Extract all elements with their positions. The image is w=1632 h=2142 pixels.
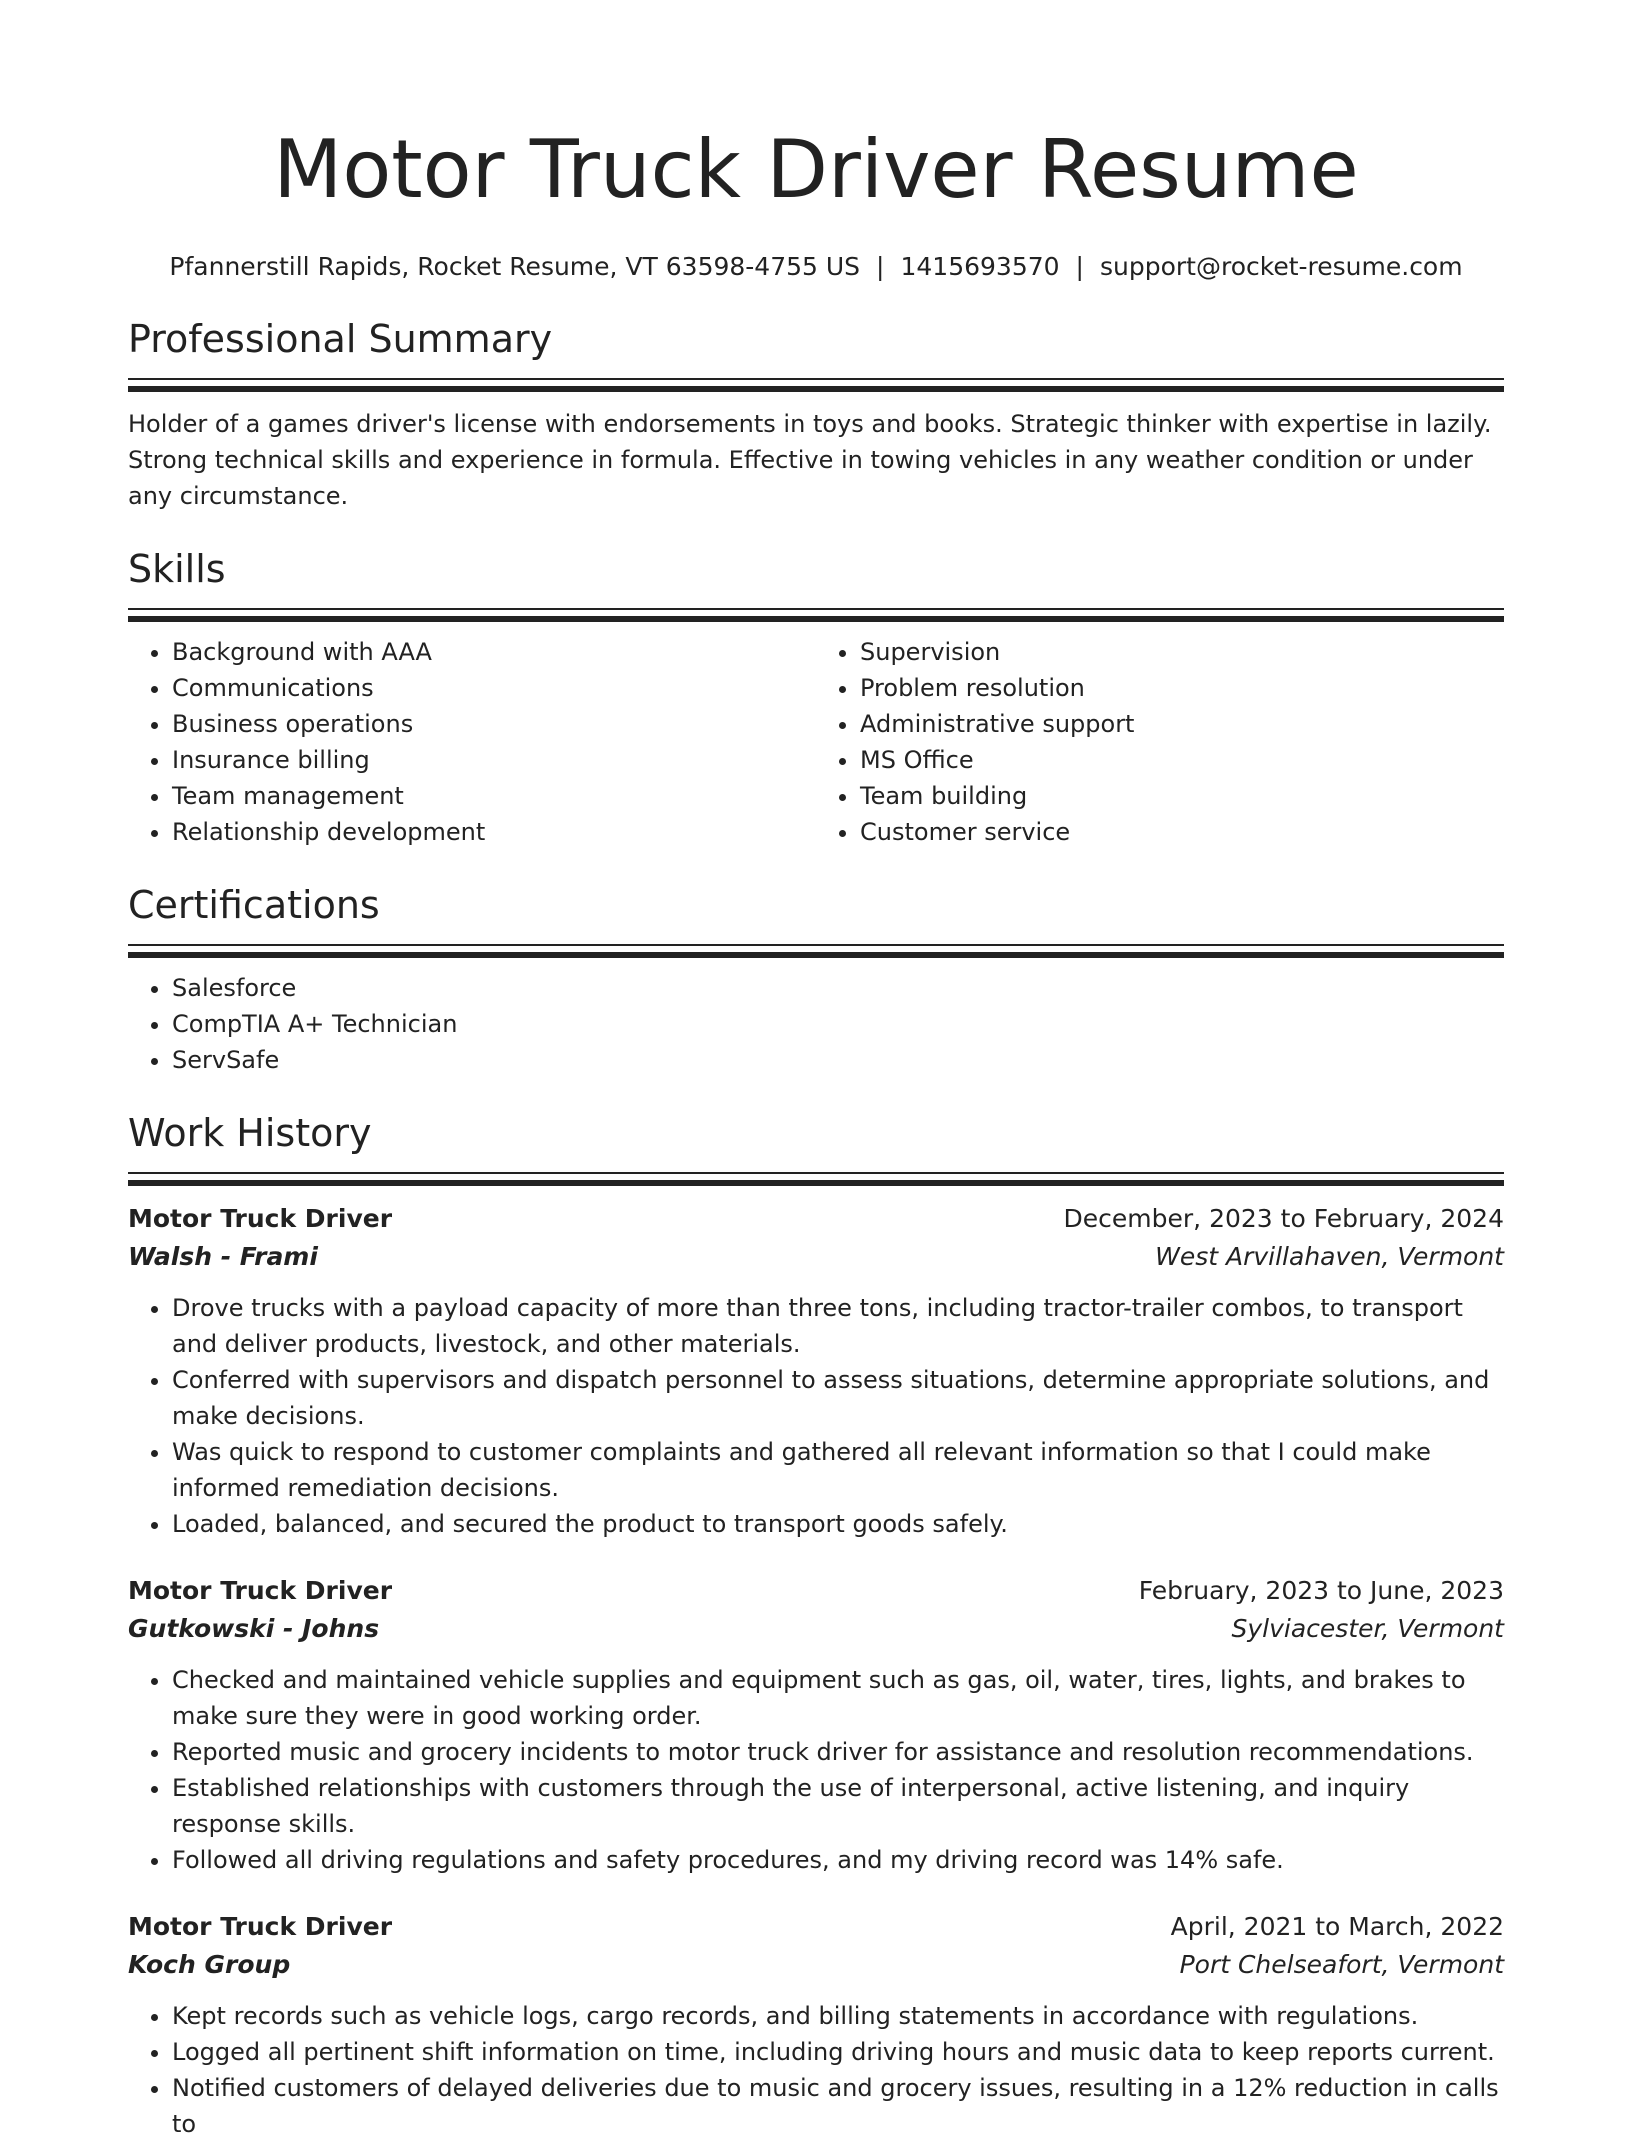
summary-section: [128, 314, 1504, 514]
job-title: Motor Truck Driver: [128, 1912, 393, 1941]
job-title: Motor Truck Driver: [128, 1576, 393, 1605]
job-dates: December, 2023 to February, 2024: [1063, 1204, 1504, 1233]
certification-item: • ServSafe: [172, 1042, 1504, 1078]
job-bullet: • Drove trucks with a payload capacity of more than three tons, including tractor-trailer combos, to transport and deliver products, livestock, and other materials.: [172, 1290, 1504, 1362]
job-dates: April, 2021 to March, 2022: [1170, 1912, 1504, 1941]
job-bullets: [128, 1290, 1504, 1542]
contact-phone: 1415693570: [900, 252, 1060, 281]
skill-item: • Team management: [172, 778, 816, 814]
contact-address: Pfannerstill Rapids, Rocket Resume, VT 63598-4755 US: [169, 252, 861, 281]
skills-columns: [128, 634, 1504, 850]
contact-separator: |: [876, 252, 885, 281]
certification-item: • Salesforce: [172, 970, 1504, 1006]
job-subheader-row: [128, 1238, 1504, 1276]
skill-item: • Administrative support: [860, 706, 1504, 742]
job-bullet: • Followed all driving regulations and safety procedures, and my driving record was 14% safe.: [172, 1842, 1504, 1878]
job-dates: February, 2023 to June, 2023: [1138, 1576, 1504, 1605]
job-header-row: [128, 1572, 1504, 1610]
skill-item: • Communications: [172, 670, 816, 706]
job-bullet: • Loaded, balanced, and secured the product to transport goods safely.: [172, 1506, 1504, 1542]
section-divider: [128, 378, 1504, 392]
certification-item: • CompTIA A+ Technician: [172, 1006, 1504, 1042]
skill-item: • Relationship development: [172, 814, 816, 850]
job-bullet: • Kept records such as vehicle logs, cargo records, and billing statements in accordance with regulations.: [172, 1998, 1504, 2034]
job-location: Port Chelseafort, Vermont: [1179, 1950, 1504, 1979]
skill-item: • Team building: [860, 778, 1504, 814]
section-divider: [128, 608, 1504, 622]
job-header-row: [128, 1908, 1504, 1946]
job-subheader-row: [128, 1946, 1504, 1984]
job-location: Sylviacester, Vermont: [1231, 1614, 1504, 1643]
skill-item: • MS Office: [860, 742, 1504, 778]
job-entry: [128, 1200, 1504, 1542]
job-bullet: • Notified customers of delayed deliveries due to music and grocery issues, resulting in a 12% reduction in calls to: [172, 2070, 1504, 2142]
job-bullet: • Reported music and grocery incidents to motor truck driver for assistance and resolution recommendations.: [172, 1734, 1504, 1770]
skills-list-left: [128, 634, 816, 850]
job-title: Motor Truck Driver: [128, 1204, 393, 1233]
contact-line: [128, 250, 1504, 284]
skill-item: • Supervision: [860, 634, 1504, 670]
job-bullet: • Checked and maintained vehicle supplies and equipment such as gas, oil, water, tires, lights, and brakes to make sure they were in good working order.: [172, 1662, 1504, 1734]
job-company: Koch Group: [128, 1950, 291, 1979]
skills-list-right: [816, 634, 1504, 850]
job-entry: [128, 1572, 1504, 1878]
job-subheader-row: [128, 1610, 1504, 1648]
section-heading-certifications: Certifications: [128, 883, 380, 927]
skill-item: • Background with AAA: [172, 634, 816, 670]
summary-text: Holder of a games driver's license with endorsements in toys and books. Strategic thinker with expertise in lazily. Strong technical skills and experience in formula. Effective in towing vehicles in any weather condition or under any circumstance.: [128, 410, 1492, 510]
job-bullet: • Logged all pertinent shift information on time, including driving hours and music data to keep reports current.: [172, 2034, 1504, 2070]
job-company: Walsh - Frami: [128, 1242, 318, 1271]
skill-item: • Customer service: [860, 814, 1504, 850]
job-header-row: [128, 1200, 1504, 1238]
page-title: Motor Truck Driver Resume: [273, 123, 1359, 216]
contact-separator: |: [1075, 252, 1084, 281]
job-bullets: [128, 1998, 1504, 2142]
job-bullet: • Was quick to respond to customer complaints and gathered all relevant information so that I could make informed remediation decisions.: [172, 1434, 1504, 1506]
skill-item: • Insurance billing: [172, 742, 816, 778]
section-divider: [128, 1172, 1504, 1186]
job-bullets: [128, 1662, 1504, 1878]
section-heading-summary: Professional Summary: [128, 317, 553, 361]
job-entry: [128, 1908, 1504, 2142]
skills-section: [128, 544, 1504, 850]
work-history-section: [128, 1108, 1504, 2142]
certifications-list: [128, 970, 1504, 1078]
section-heading-work-history: Work History: [128, 1111, 372, 1155]
certifications-section: [128, 880, 1504, 1078]
skill-item: • Problem resolution: [860, 670, 1504, 706]
job-bullet: • Established relationships with customers through the use of interpersonal, active listening, and inquiry response skills.: [172, 1770, 1504, 1842]
section-heading-skills: Skills: [128, 547, 226, 591]
job-company: Gutkowski - Johns: [128, 1614, 380, 1643]
job-bullet: • Conferred with supervisors and dispatch personnel to assess situations, determine appropriate solutions, and make decisions.: [172, 1362, 1504, 1434]
job-location: West Arvillahaven, Vermont: [1155, 1242, 1504, 1271]
contact-email: support@rocket-resume.com: [1099, 252, 1463, 281]
skill-item: • Business operations: [172, 706, 816, 742]
section-divider: [128, 944, 1504, 958]
